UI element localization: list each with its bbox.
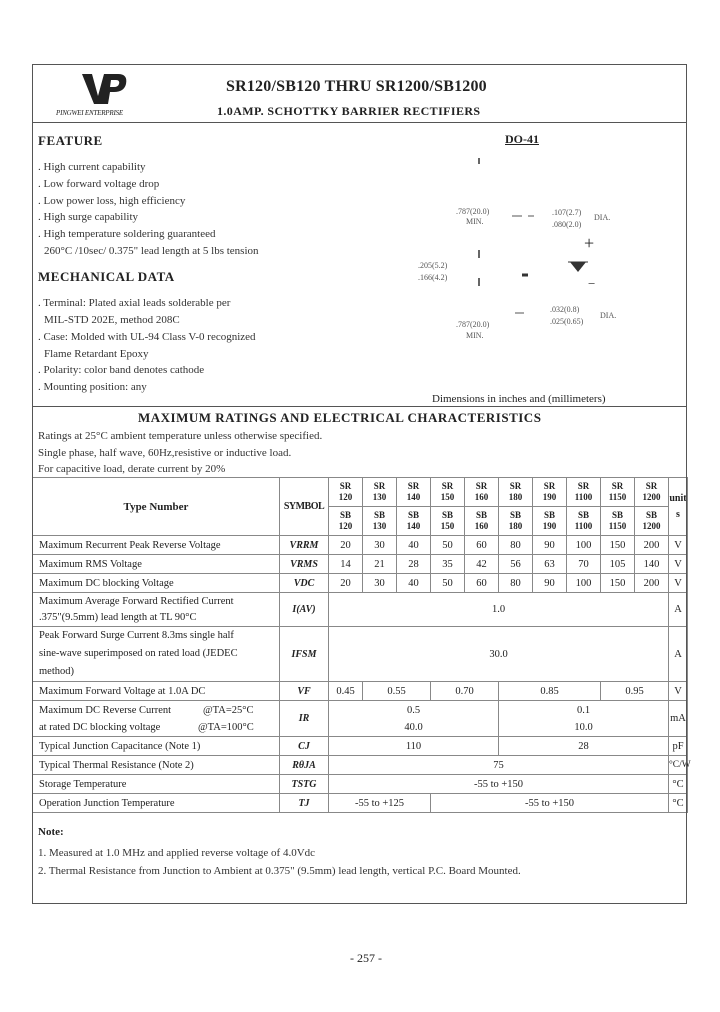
dim-body-length-min: .166(4.2): [418, 273, 448, 282]
mechanical-heading: MECHANICAL DATA: [38, 269, 175, 284]
mechanical-item: Flame Retardant Epoxy: [44, 348, 149, 360]
part-sb-header: SB 150: [431, 507, 465, 536]
part-sr-header: SR 160: [465, 478, 499, 507]
dimensions-note: Dimensions in inches and (millimeters): [432, 393, 606, 405]
mechanical-item: MIL-STD 202E, method 208C: [44, 314, 180, 326]
symbol-header: SYMBOL: [280, 478, 329, 536]
ratings-line: Ratings at 25°C ambient temperature unless otherwise specified.: [38, 430, 323, 442]
mechanical-item: . Polarity: color band denotes cathode: [38, 364, 205, 376]
notes-heading: Note:: [38, 826, 64, 838]
part-sr-header: SR 140: [397, 478, 431, 507]
dim-min-label: MIN.: [466, 217, 484, 226]
dim-min-label: MIN.: [466, 331, 484, 340]
part-sb-header: SB 130: [363, 507, 397, 536]
table-row: Maximum DC blocking Voltage VDC 20 30 40 50 60 80 90 100 150 200 V: [33, 574, 688, 593]
ratings-line: Single phase, half wave, 60Hz,resistive or inductive load.: [38, 447, 292, 459]
dim-body-dia-max: .107(2.7): [552, 208, 582, 217]
part-sr-header: SR 1200: [635, 478, 669, 507]
note-item: 1. Measured at 1.0 MHz and applied reverse voltage of 4.0Vdc: [38, 847, 316, 859]
feature-item: . Low forward voltage drop: [38, 178, 160, 190]
part-sb-header: SB 1150: [601, 507, 635, 536]
table-row: Maximum Recurrent Peak Reverse Voltage VRRM 20 30 40 50 60 80 90 100 150 200 V: [33, 536, 688, 555]
part-sr-header: SR 150: [431, 478, 465, 507]
part-sr-header: SR 1150: [601, 478, 635, 507]
dim-dia-label: DIA.: [600, 311, 617, 320]
company-name: PINGWEI ENTERPRISE: [56, 109, 123, 117]
table-row: Maximum Forward Voltage at 1.0A DC VF 0.45 0.55 0.70 0.85 0.95 V: [33, 682, 688, 701]
part-sb-header: SB 180: [499, 507, 533, 536]
ratings-heading: MAXIMUM RATINGS AND ELECTRICAL CHARACTERISTICS: [138, 410, 542, 425]
part-sb-header: SB 190: [533, 507, 567, 536]
feature-item: . High surge capability: [38, 211, 138, 223]
dim-lead-length-top: .787(20.0): [456, 207, 490, 216]
part-sb-header: SB 160: [465, 507, 499, 536]
part-sr-header: SR 120: [329, 478, 363, 507]
part-sb-header: SB 1100: [567, 507, 601, 536]
dim-lead-dia-max: .032(0.8): [550, 305, 580, 314]
part-sb-header: SB 140: [397, 507, 431, 536]
table-row: Maximum RMS Voltage VRMS 14 21 28 35 42 56 63 70 105 140 V: [33, 555, 688, 574]
mechanical-item: . Case: Molded with UL-94 Class V-0 recognized: [38, 331, 256, 343]
table-row: Peak Forward Surge Current 8.3ms single half sine-wave superimposed on rated load (JEDEC method) IFSM 30.0 A: [33, 627, 688, 682]
page-number: - 257 -: [350, 951, 382, 965]
minus-sign: −: [588, 276, 596, 291]
note-item: 2. Thermal Resistance from Junction to Ambient at 0.375" (9.5mm) lead length, vertical P.C. Board Mounted.: [38, 865, 521, 877]
table-row: Maximum DC Reverse Current at rated DC blocking voltage @TA=25°C @TA=100°C IR 0.5 40.0 0.1 10.0 mA: [33, 701, 688, 737]
part-sb-header: SB 120: [329, 507, 363, 536]
feature-item: . High temperature soldering guaranteed: [38, 228, 216, 240]
table-row: Operation Junction Temperature TJ -55 to +125 -55 to +150 °C: [33, 794, 688, 813]
part-sr-header: SR 130: [363, 478, 397, 507]
dim-lead-length-bottom: .787(20.0): [456, 320, 490, 329]
page-frame: [32, 64, 687, 904]
table-row: Storage Temperature TSTG -55 to +150 °C: [33, 775, 688, 794]
page-title: SR120/SB120 THRU SR1200/SB1200: [226, 78, 487, 95]
mechanical-item: . Terminal: Plated axial leads solderable per: [38, 297, 231, 309]
table-row: Typical Junction Capacitance (Note 1) CJ 110 28 pF: [33, 737, 688, 756]
part-sr-header: SR 1100: [567, 478, 601, 507]
mechanical-item: . Mounting position: any: [38, 381, 147, 393]
part-sr-header: SR 180: [499, 478, 533, 507]
feature-heading: FEATURE: [38, 133, 103, 148]
units-header: unit s: [669, 478, 688, 536]
package-name: DO-41: [505, 132, 539, 146]
table-row: Typical Thermal Resistance (Note 2) RθJA 75 °C/W: [33, 756, 688, 775]
type-number-header: Type Number: [33, 478, 280, 536]
feature-item: 260°C /10sec/ 0.375" lead length at 5 lbs tension: [44, 245, 259, 257]
dim-body-length-max: .205(5.2): [418, 261, 448, 270]
plus-sign: +: [584, 233, 595, 253]
dim-lead-dia-min: .025(0.65): [550, 317, 584, 326]
ratings-line: For capacitive load, derate current by 20%: [38, 463, 226, 475]
feature-item: . High current capability: [38, 161, 146, 173]
dim-dia-label: DIA.: [594, 213, 611, 222]
part-sr-header: SR 190: [533, 478, 567, 507]
feature-item: . Low power loss, high efficiency: [38, 195, 186, 207]
part-sb-header: SB 1200: [635, 507, 669, 536]
dim-body-dia-min: .080(2.0): [552, 220, 582, 229]
page-subtitle: 1.0AMP. SCHOTTKY BARRIER RECTIFIERS: [217, 104, 481, 118]
table-row: Maximum Average Forward Rectified Current .375"(9.5mm) lead length at TL 90°C I(AV) 1.0 A: [33, 593, 688, 627]
